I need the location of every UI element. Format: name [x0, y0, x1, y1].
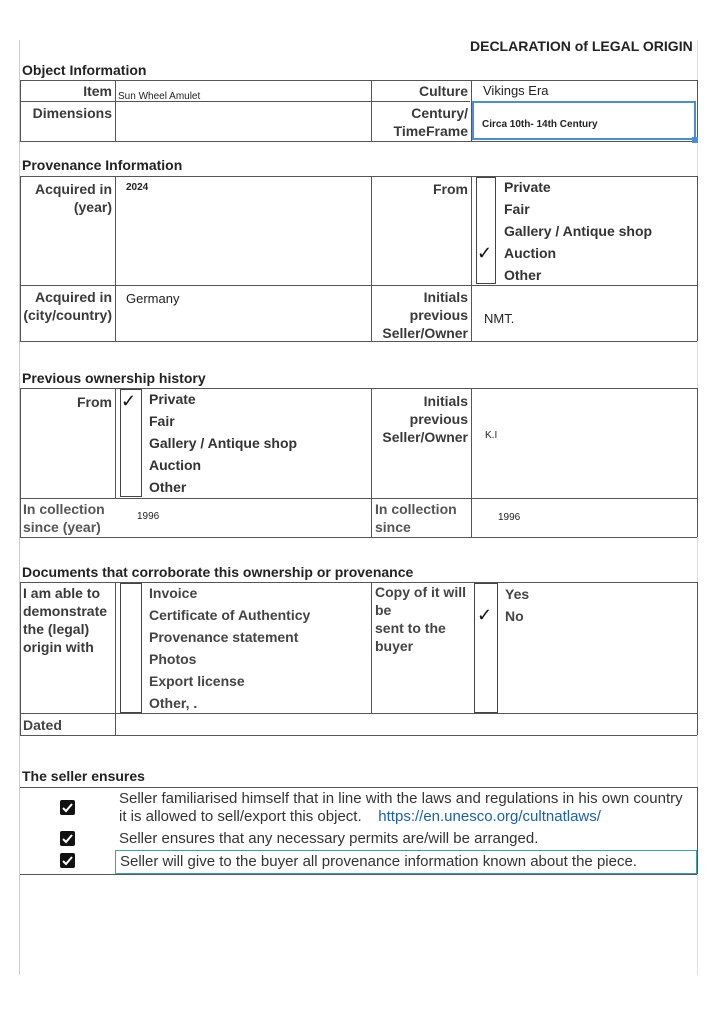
label-line: be [375, 602, 392, 618]
doc-provenance-statement[interactable]: Provenance statement [149, 629, 299, 645]
label-line: the (legal) [23, 621, 90, 637]
document-title: DECLARATION of LEGAL ORIGIN [470, 38, 693, 54]
divider [20, 388, 21, 537]
doc-certificate[interactable]: Certificate of Authenticy [149, 607, 311, 623]
divider [20, 874, 697, 875]
divider [697, 582, 698, 735]
option-other[interactable]: Other [504, 267, 542, 283]
since-value[interactable]: 1996 [498, 512, 521, 523]
option-fair[interactable]: Fair [149, 413, 175, 429]
object-info-heading: Object Information [22, 62, 147, 78]
acquired-year-value[interactable]: 2024 [126, 182, 149, 193]
item-label: Item [83, 83, 112, 99]
label-line: (year) [73, 199, 112, 215]
century-value: Circa 10th- 14th Century [482, 119, 598, 130]
doc-invoice[interactable]: Invoice [149, 585, 198, 601]
dated-label: Dated [23, 717, 62, 733]
label-line: sent to the [375, 620, 446, 636]
ensure-text-3: Seller will give to the buyer all provenance information known about the piece. [120, 853, 637, 870]
dimensions-value[interactable] [116, 102, 371, 140]
acquired-city-value[interactable]: Germany [126, 291, 180, 306]
ensure-checkbox-2[interactable] [60, 831, 75, 846]
since-year-value[interactable]: 1996 [137, 511, 160, 522]
divider [20, 80, 697, 81]
label-line: previous [409, 307, 468, 323]
divider [20, 498, 697, 499]
divider [115, 582, 116, 735]
label-line: In collection [375, 501, 457, 517]
copy-no[interactable]: No [505, 608, 524, 624]
label-line: since [375, 519, 411, 535]
label-line: origin with [23, 639, 94, 655]
acquired-city-label [22, 288, 112, 324]
option-auction[interactable]: Auction [504, 245, 557, 261]
century-label-line: TimeFrame [393, 123, 468, 139]
ensure-text-1a: Seller familiarised himself that in line with the laws and regulations in his own country [119, 790, 683, 807]
divider [20, 141, 697, 142]
divider [20, 537, 697, 538]
divider [115, 388, 116, 498]
option-gallery[interactable]: Gallery / Antique shop [504, 223, 653, 239]
selection-handle[interactable] [692, 137, 698, 143]
history-heading: Previous ownership history [22, 370, 206, 386]
label-line: previous [409, 411, 468, 427]
divider [471, 176, 472, 341]
divider [697, 176, 698, 341]
label-line: Acquired in [34, 181, 112, 197]
checkmark-icon: ✓ [477, 605, 493, 625]
label-line: Initials [423, 393, 468, 409]
label-line: Copy of it will [375, 584, 466, 600]
label-line: I am able to [23, 585, 101, 601]
label-line: Seller/Owner [382, 325, 468, 341]
able-label [23, 584, 107, 656]
divider [20, 787, 697, 788]
copy-label [375, 583, 466, 655]
from-label: From [433, 181, 468, 197]
label-line: In collection [23, 501, 105, 517]
provenance-heading: Provenance Information [22, 157, 183, 173]
item-value[interactable]: Sun Wheel Amulet [118, 91, 201, 102]
divider [697, 388, 698, 537]
divider [20, 176, 21, 341]
label-line: Initials [423, 289, 468, 305]
check-icon [61, 801, 74, 814]
divider [20, 582, 21, 735]
century-value-field[interactable] [472, 101, 696, 140]
label-line: buyer [375, 638, 414, 654]
divider [371, 388, 372, 537]
divider [697, 787, 698, 874]
label-line: demonstrate [23, 603, 108, 619]
divider [20, 80, 21, 141]
divider [20, 735, 697, 736]
ensure-text-1 [119, 808, 601, 825]
checkmark-icon: ✓ [121, 391, 137, 411]
culture-value[interactable]: Vikings Era [483, 83, 549, 98]
check-icon [61, 832, 74, 845]
divider [115, 176, 116, 341]
option-gallery[interactable]: Gallery / Antique shop [149, 435, 298, 451]
label-line: since (year) [23, 519, 101, 535]
century-label-line: Century/ [411, 105, 468, 121]
from-checkbox-column[interactable] [476, 177, 496, 284]
checkmark-icon: ✓ [477, 243, 493, 263]
option-auction[interactable]: Auction [149, 457, 202, 473]
history-initials-value[interactable]: K.I [485, 430, 498, 441]
dimensions-label: Dimensions [32, 105, 112, 121]
documents-checkbox-column[interactable] [120, 583, 142, 713]
initials-value[interactable]: NMT. [484, 311, 515, 326]
divider [20, 176, 697, 177]
doc-export-license[interactable]: Export license [149, 673, 245, 689]
dated-value[interactable] [116, 714, 696, 734]
since-label [375, 500, 457, 536]
history-initials-label [374, 392, 468, 446]
option-other[interactable]: Other [149, 479, 187, 495]
check-icon [61, 854, 74, 867]
ensures-heading: The seller ensures [22, 768, 145, 784]
documents-heading: Documents that corroborate this ownership or provenance [22, 564, 414, 580]
since-year-label [23, 500, 105, 536]
history-from-label: From [77, 394, 112, 410]
label-line: Seller/Owner [382, 429, 468, 445]
divider [371, 80, 372, 141]
label-line: Acquired in [34, 289, 112, 305]
option-private[interactable]: Private [504, 179, 551, 195]
culture-label: Culture [419, 83, 468, 99]
copy-yes[interactable]: Yes [505, 586, 530, 602]
acquired-year-label [22, 180, 112, 216]
doc-other[interactable]: Other, . [149, 695, 198, 711]
option-fair[interactable]: Fair [504, 201, 530, 217]
ensure-text-3-field[interactable] [115, 850, 697, 874]
ensure-text-1b: it is allowed to sell/export this object. [119, 808, 362, 825]
divider [697, 80, 698, 141]
option-private[interactable]: Private [149, 391, 196, 407]
ensure-checkbox-1[interactable] [60, 800, 75, 815]
divider [20, 341, 697, 342]
ensure-checkbox-3[interactable] [60, 853, 75, 868]
copy-checkbox-column[interactable] [474, 583, 498, 713]
doc-photos[interactable]: Photos [149, 651, 197, 667]
initials-label [374, 288, 468, 342]
ensure-text-2: Seller ensures that any necessary permits are/will be arranged. [119, 830, 539, 847]
century-label [374, 104, 468, 140]
divider [371, 176, 372, 341]
label-line: (city/country) [23, 307, 112, 323]
divider [471, 388, 472, 537]
unesco-link[interactable]: https://en.unesco.org/cultnatlaws/ [378, 808, 601, 825]
divider [20, 285, 697, 286]
divider [371, 582, 372, 713]
